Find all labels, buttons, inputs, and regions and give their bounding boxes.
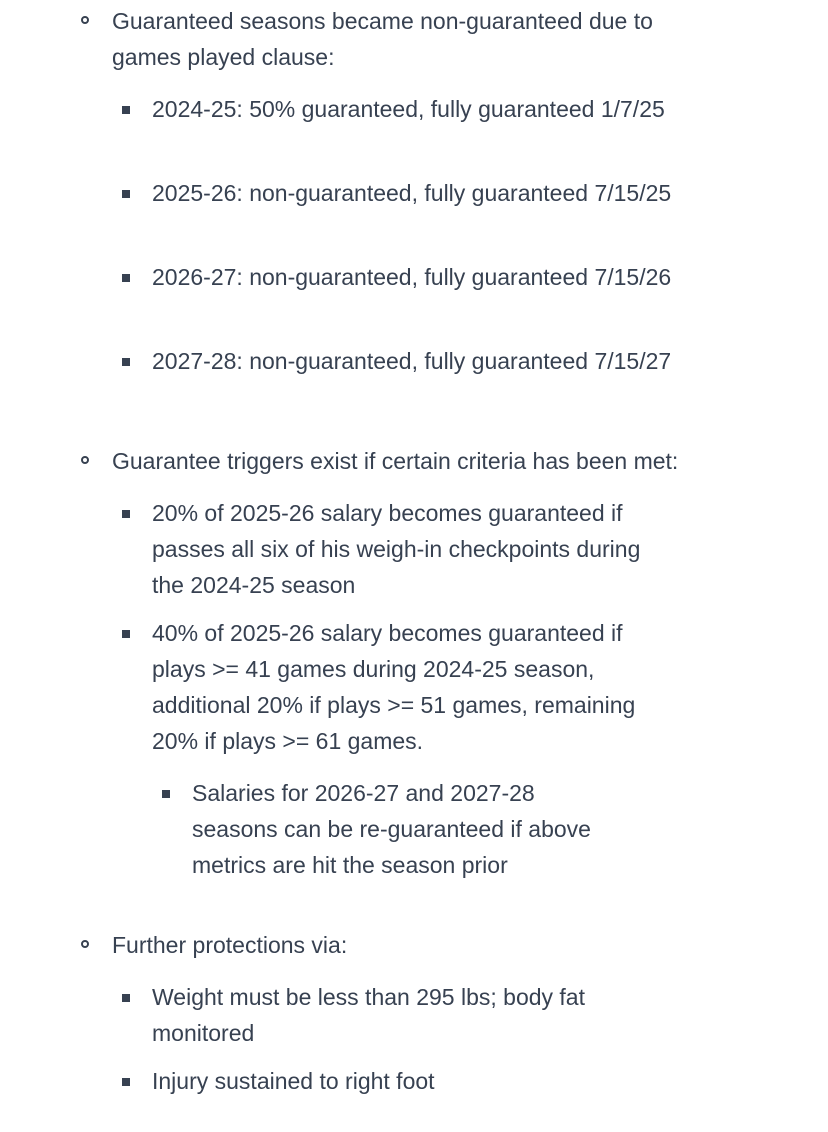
hollow-circle-bullet-icon <box>81 16 89 24</box>
list-item <box>112 927 722 963</box>
list-item-text: 2025-26: non-guaranteed, fully guaranteed 7/15/25 <box>152 180 672 206</box>
list-item <box>152 495 672 603</box>
square-bullet-icon <box>122 358 130 366</box>
list-item-text: Weight must be less than 295 lbs; body fat monitored <box>152 984 585 1046</box>
square-bullet-icon <box>122 994 130 1002</box>
list-item <box>152 1063 672 1099</box>
list-item-text: Salaries for 2026-27 and 2027-28 seasons can be re-guaranteed if above metrics are hit the season prior <box>192 780 591 878</box>
hollow-circle-bullet-icon <box>81 940 89 948</box>
list-item-text: 20% of 2025-26 salary becomes guaranteed if passes all six of his weigh-in checkpoints during the 2024-25 season <box>152 500 641 598</box>
list-item-text: Guaranteed seasons became non-guaranteed due to games played clause: <box>112 8 653 70</box>
square-bullet-icon <box>162 790 170 798</box>
list-item <box>152 979 672 1051</box>
list-item <box>192 775 612 883</box>
list-item-text: 2027-28: non-guaranteed, fully guaranteed 7/15/27 <box>152 348 672 374</box>
square-bullet-icon <box>122 1078 130 1086</box>
list-item <box>152 343 672 379</box>
square-bullet-icon <box>122 630 130 638</box>
list-item-text: Further protections via: <box>112 932 348 958</box>
list-item <box>112 443 722 479</box>
list-item <box>152 615 672 759</box>
list-item-text: Guarantee triggers exist if certain criteria has been met: <box>112 448 679 474</box>
list-item-text: 40% of 2025-26 salary becomes guaranteed if plays >= 41 games during 2024-25 season, additional 20% if plays >= 51 games, remaining 20% if plays >= 61 games. <box>152 620 636 754</box>
list-item <box>152 91 672 127</box>
list-item-text: 2026-27: non-guaranteed, fully guaranteed 7/15/26 <box>152 264 672 290</box>
hollow-circle-bullet-icon <box>81 456 89 464</box>
square-bullet-icon <box>122 510 130 518</box>
list-item <box>112 3 722 75</box>
list-item-text: Injury sustained to right foot <box>152 1068 435 1094</box>
list-item <box>152 175 672 211</box>
square-bullet-icon <box>122 106 130 114</box>
list-item-text: 2024-25: 50% guaranteed, fully guaranteed 1/7/25 <box>152 96 665 122</box>
square-bullet-icon <box>122 274 130 282</box>
square-bullet-icon <box>122 190 130 198</box>
list-item <box>152 259 672 295</box>
